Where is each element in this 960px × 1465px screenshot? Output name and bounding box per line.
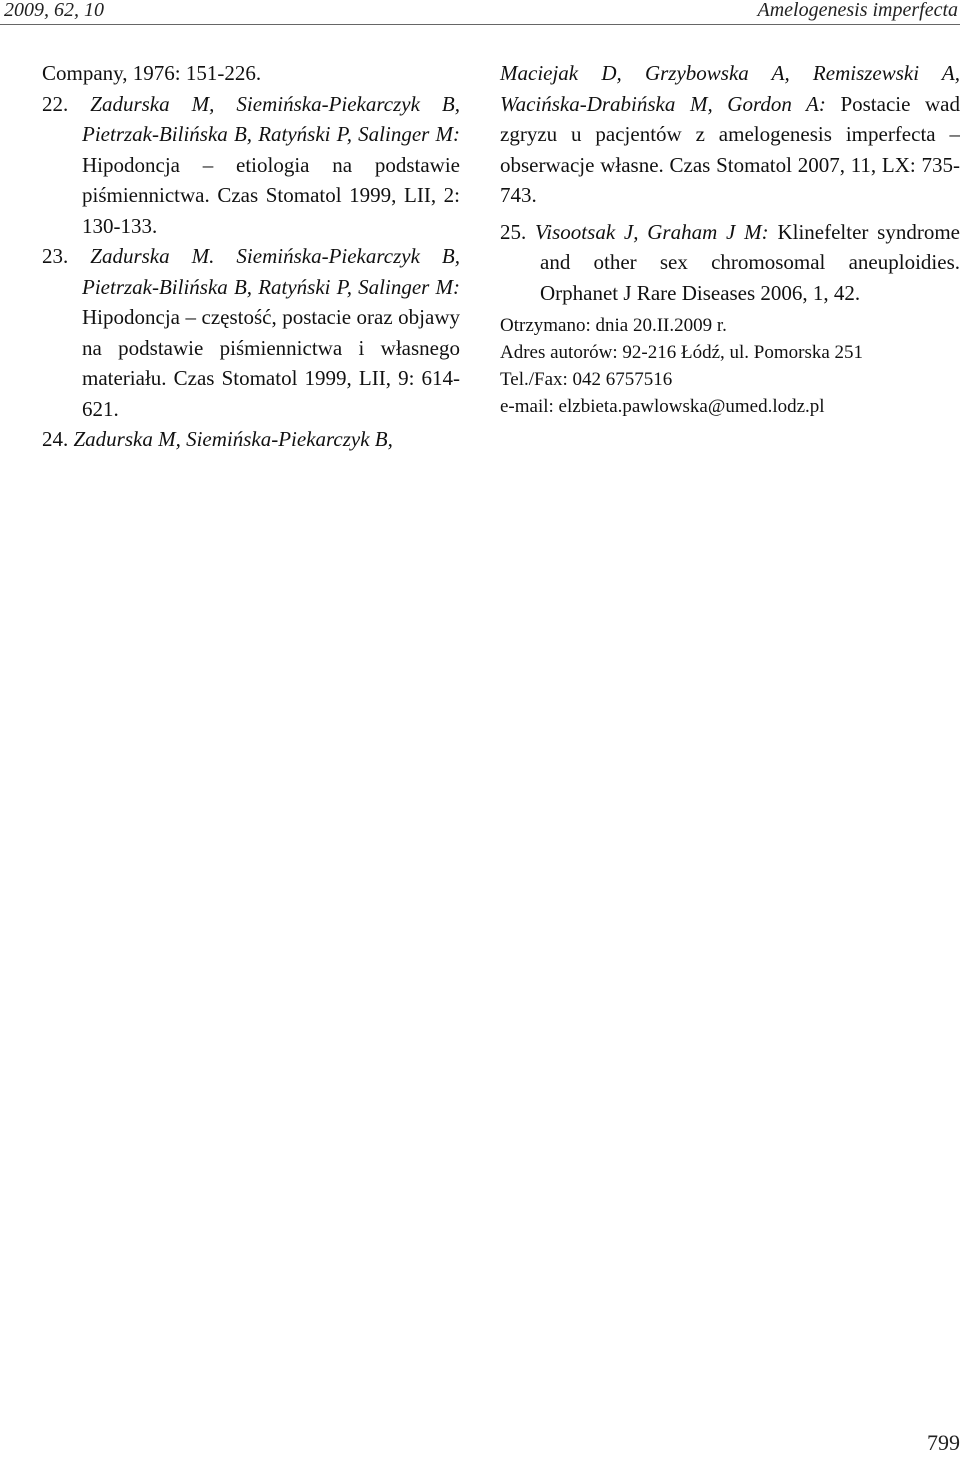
reference-item-24 (42, 424, 460, 455)
reference-number: 23. (42, 244, 69, 268)
reference-authors: Zadurska M. Siemińska-Piekarczyk B, Pietrzak-Bilińska B, Ratyński P, Salinger M: (82, 244, 461, 299)
author-email[interactable]: e-mail: elzbieta.pawlowska@umed.lodz.pl (500, 396, 825, 417)
article-running-title: Amelogenesis imperfecta (757, 0, 958, 21)
reference-item-22 (42, 89, 460, 242)
reference-text: Postacie wad zgryzu u pacjentów z amelogenesis imperfecta – obserwacje własne. Czas Stomatol 2007, 11, LX: 735-743. (500, 91, 960, 207)
reference-authors: Maciejak D, Grzybowska A, Remiszewski A, Wacińska-Drabińska M, Gordon A: (500, 61, 960, 116)
reference-authors: Visootsak J, Graham J M: (535, 219, 769, 244)
reference-number: 25. (500, 219, 527, 244)
page-number: 799 (927, 1430, 960, 1455)
journal-citation: 2009, 62, 10 (4, 0, 104, 21)
received-date: Otrzymano: dnia 20.II.2009 r. (500, 315, 727, 336)
running-header (0, 0, 960, 26)
right-column (500, 58, 960, 420)
reference-text: Klinefelter syndrome and other sex chromosomal aneuploidies. Orphanet J Rare Diseases 2006, 1, 42. (540, 219, 960, 305)
left-column (42, 58, 460, 455)
reference-authors: Zadurska M, Siemińska-Piekarczyk B, Pietrzak-Bilińska B, Ratyński P, Salinger M: (82, 91, 461, 146)
reference-number: 24. (42, 427, 69, 451)
reference-authors: Zadurska M, Siemińska-Piekarczyk B, (73, 427, 393, 451)
reference-text: Hipodoncja – częstość, postacie oraz objawy na podstawie piśmiennictwa i własnego materiału. Czas Stomatol 1999, LII, 9: 614-621. (82, 305, 460, 421)
reference-continuation: Company, 1976: 151-226. (42, 61, 262, 85)
reference-text: Hipodoncja – etiologia na podstawie piśmiennictwa. Czas Stomatol 1999, LII, 2: 130-133. (82, 152, 460, 238)
reference-item-25 (500, 217, 960, 309)
header-divider (0, 24, 960, 25)
reference-item-23 (42, 241, 460, 424)
author-address: Adres autorów: 92-216 Łódź, ul. Pomorska 251 (500, 342, 864, 363)
reference-item-24-continuation (500, 58, 960, 211)
author-phone: Tel./Fax: 042 6757516 (500, 369, 673, 390)
reference-number: 22. (42, 91, 69, 116)
